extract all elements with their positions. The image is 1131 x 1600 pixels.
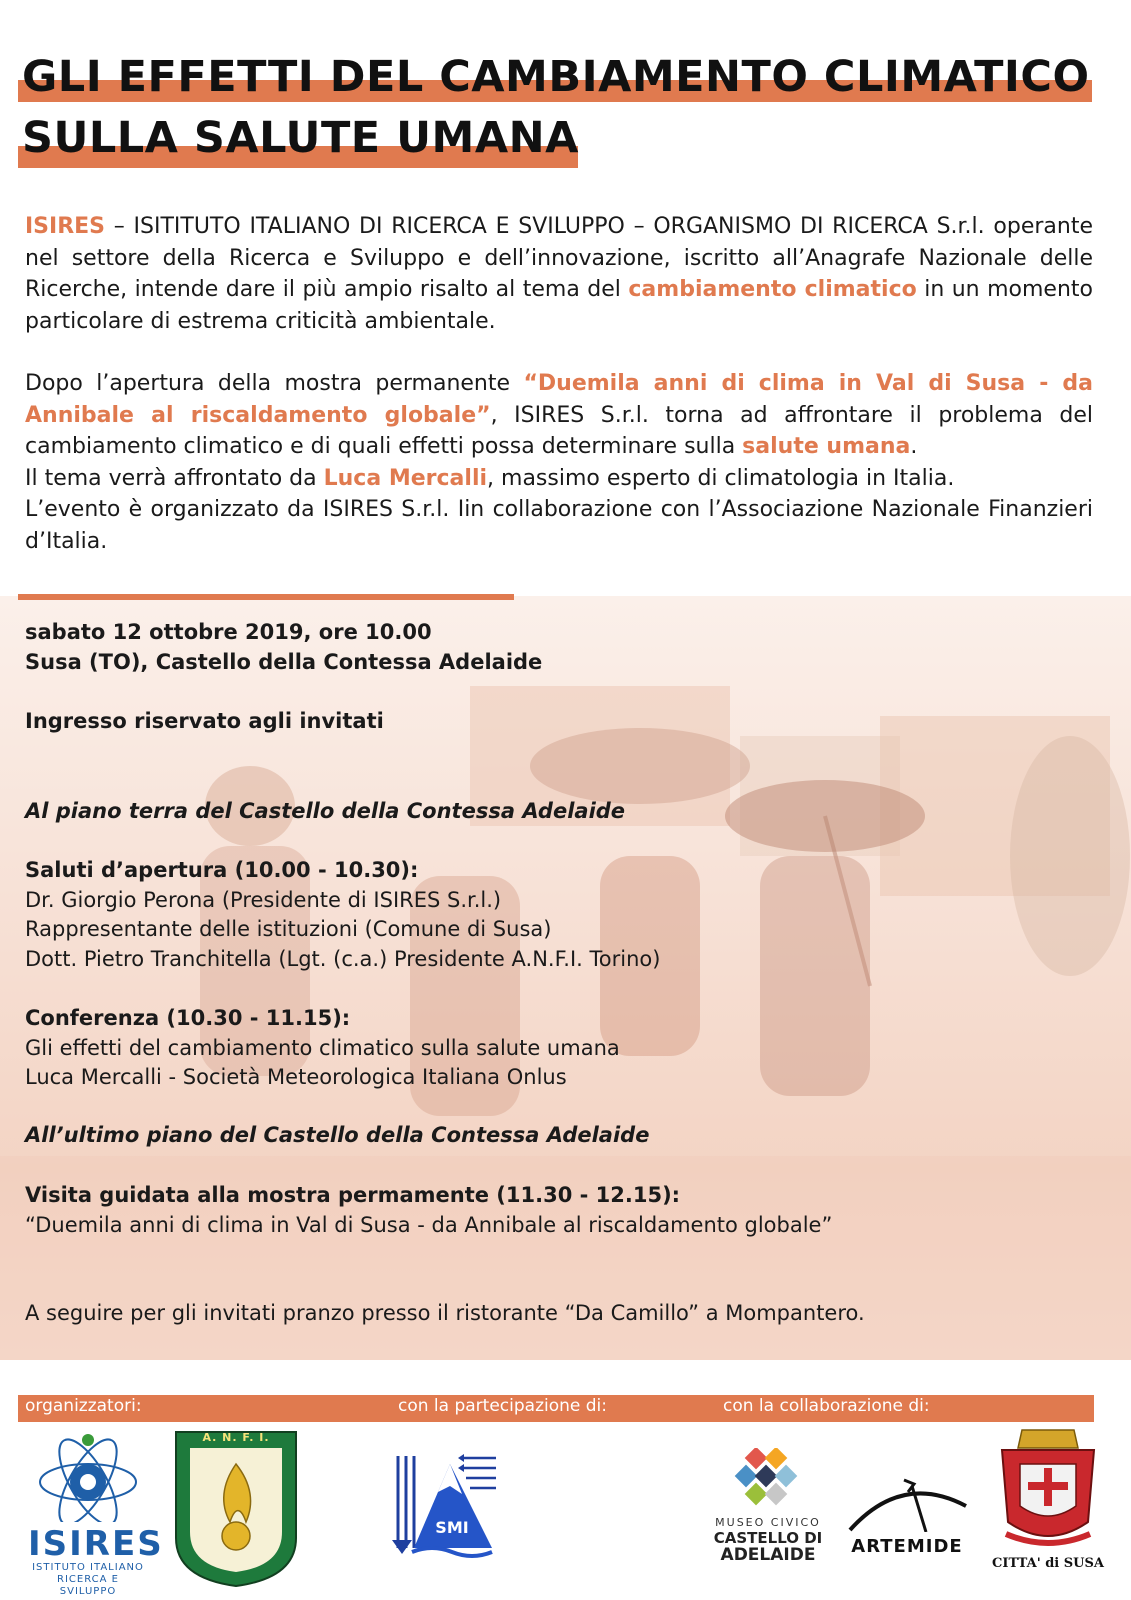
climate-highlight: cambiamento climatico [628,277,917,302]
event-place: Susa (TO), Castello della Contessa Adelaide [25,649,543,674]
intro-paragraph-2: Dopo l’apertura della mostra permanente “Duemila anni di clima in Val di Susa - da Annibale al riscaldamento globale”, ISIRES S.r.l. torna ad affrontare il problema del cambiamento climatico e di quali effetti possa determinare sulla salute umana. Il tema verrà affrontato da Luca Mercalli, massimo esperto di climatologia in Italia. L’evento è organizzato da ISIRES S.r.l. Iin collaborazione con l’Associazione Nazionale Finanzieri d’Italia. [25,368,1093,557]
exhibition-highlight: “Duemila anni di clima in Val di Susa - da Annibale al riscaldamento globale” [25,371,1093,428]
program-floor1 [25,797,1105,827]
visit-item: “Duemila anni di clima in Val di Susa - da Annibale al riscaldamento globale” [25,1212,833,1237]
entry-note: Ingresso riservato agli invitati [25,709,384,733]
program-lunch [25,1299,1105,1329]
event-date: sabato 12 ottobre 2019, ore 10.00 [25,620,432,644]
collaboration-label: con la collaborazione di: [723,1396,930,1416]
anfi-logo-title: A. N. F. I. [202,1431,270,1444]
artemide-logo-text: ARTEMIDE [851,1536,963,1557]
ground-floor-heading: Al piano terra del Castello della Contessa Adelaide [25,799,626,823]
program-floor2 [25,1121,1105,1151]
top-floor-heading: All’ultimo piano del Castello della Contessa Adelaide [25,1123,650,1147]
artemide-logo [842,1476,972,1566]
isires-logo: ISIRES ISTITUTO ITALIANO RICERCA E SVILUPPO [28,1430,148,1580]
smi-logo [392,1452,502,1562]
smi-logo-text: SMI [435,1518,469,1537]
isires-highlight: ISIRES [25,214,106,239]
anfi-logo [172,1428,300,1588]
isires-logo-name: ISIRES [28,1524,164,1564]
organizer-sentence: L’evento è organizzato da ISIRES S.r.l. Iin collaborazione con l’Associazione Nazionale Finanzieri d’Italia. [25,497,1093,554]
anfi-shield-icon [172,1428,300,1588]
speaker-highlight: Luca Mercalli [323,465,488,491]
greetings-item: Dott. Pietro Tranchitella (Lgt. (c.a.) Presidente A.N.F.I. Torino) [25,946,661,971]
participation-label: con la partecipazione di: [398,1396,607,1416]
health-highlight: salute umana [742,434,911,459]
susa-coat-of-arms-icon [992,1426,1104,1552]
organizers-label: organizzatori: [25,1396,142,1416]
greetings-item: Dr. Giorgio Perona (Presidente di ISIRES S.r.l.) [25,887,502,912]
isires-atom-icon [28,1430,148,1522]
conference-item: Gli effetti del cambiamento climatico sulla salute umana [25,1035,620,1060]
program-greetings [25,856,1105,974]
program-entry [25,707,1105,737]
title-line-2: SULLA SALUTE UMANA [22,113,579,163]
citta-di-susa-logo [992,1426,1104,1576]
greetings-title: Saluti d’apertura (10.00 - 10.30): [25,858,419,882]
program-visit [25,1181,1105,1240]
lunch-note: A seguire per gli invitati pranzo presso il ristorante “Da Camillo” a Mompantero. [25,1301,865,1325]
susa-logo-text: CITTA' di SUSA [992,1556,1104,1571]
visit-title: Visita guidata alla mostra permamente (11.30 - 12.15): [25,1183,681,1207]
section-divider [18,594,514,600]
conference-item: Luca Mercalli - Società Meteorologica Italiana Onlus [25,1065,567,1089]
greetings-item: Rappresentante delle istituzioni (Comune di Susa) [25,917,552,941]
museo-civico-logo: MUSEO CIVICO CASTELLO DI ADELAIDE [712,1448,824,1566]
intro-paragraph-1: ISIRES – ISITITUTO ITALIANO DI RICERCA E SVILUPPO – ORGANISMO DI RICERCA S.r.l. operante nel settore della Ricerca e Sviluppo e dell’innovazione, iscritto all’Anagrafe Nazionale delle Ricerche, intende dare il più ampio risalto al tema del cambiamento climatico in un momento particolare di estrema criticità ambientale. [25,214,1093,334]
title-line-1: GLI EFFETTI DEL CAMBIAMENTO CLIMATICO [22,52,1090,102]
program-conference [25,1004,1105,1093]
smi-mountain-icon [392,1452,502,1562]
artemide-arc-icon [842,1476,972,1532]
conference-title: Conferenza (10.30 - 11.15): [25,1006,351,1030]
museo-diamond-icon [712,1448,824,1512]
program [25,618,1105,677]
